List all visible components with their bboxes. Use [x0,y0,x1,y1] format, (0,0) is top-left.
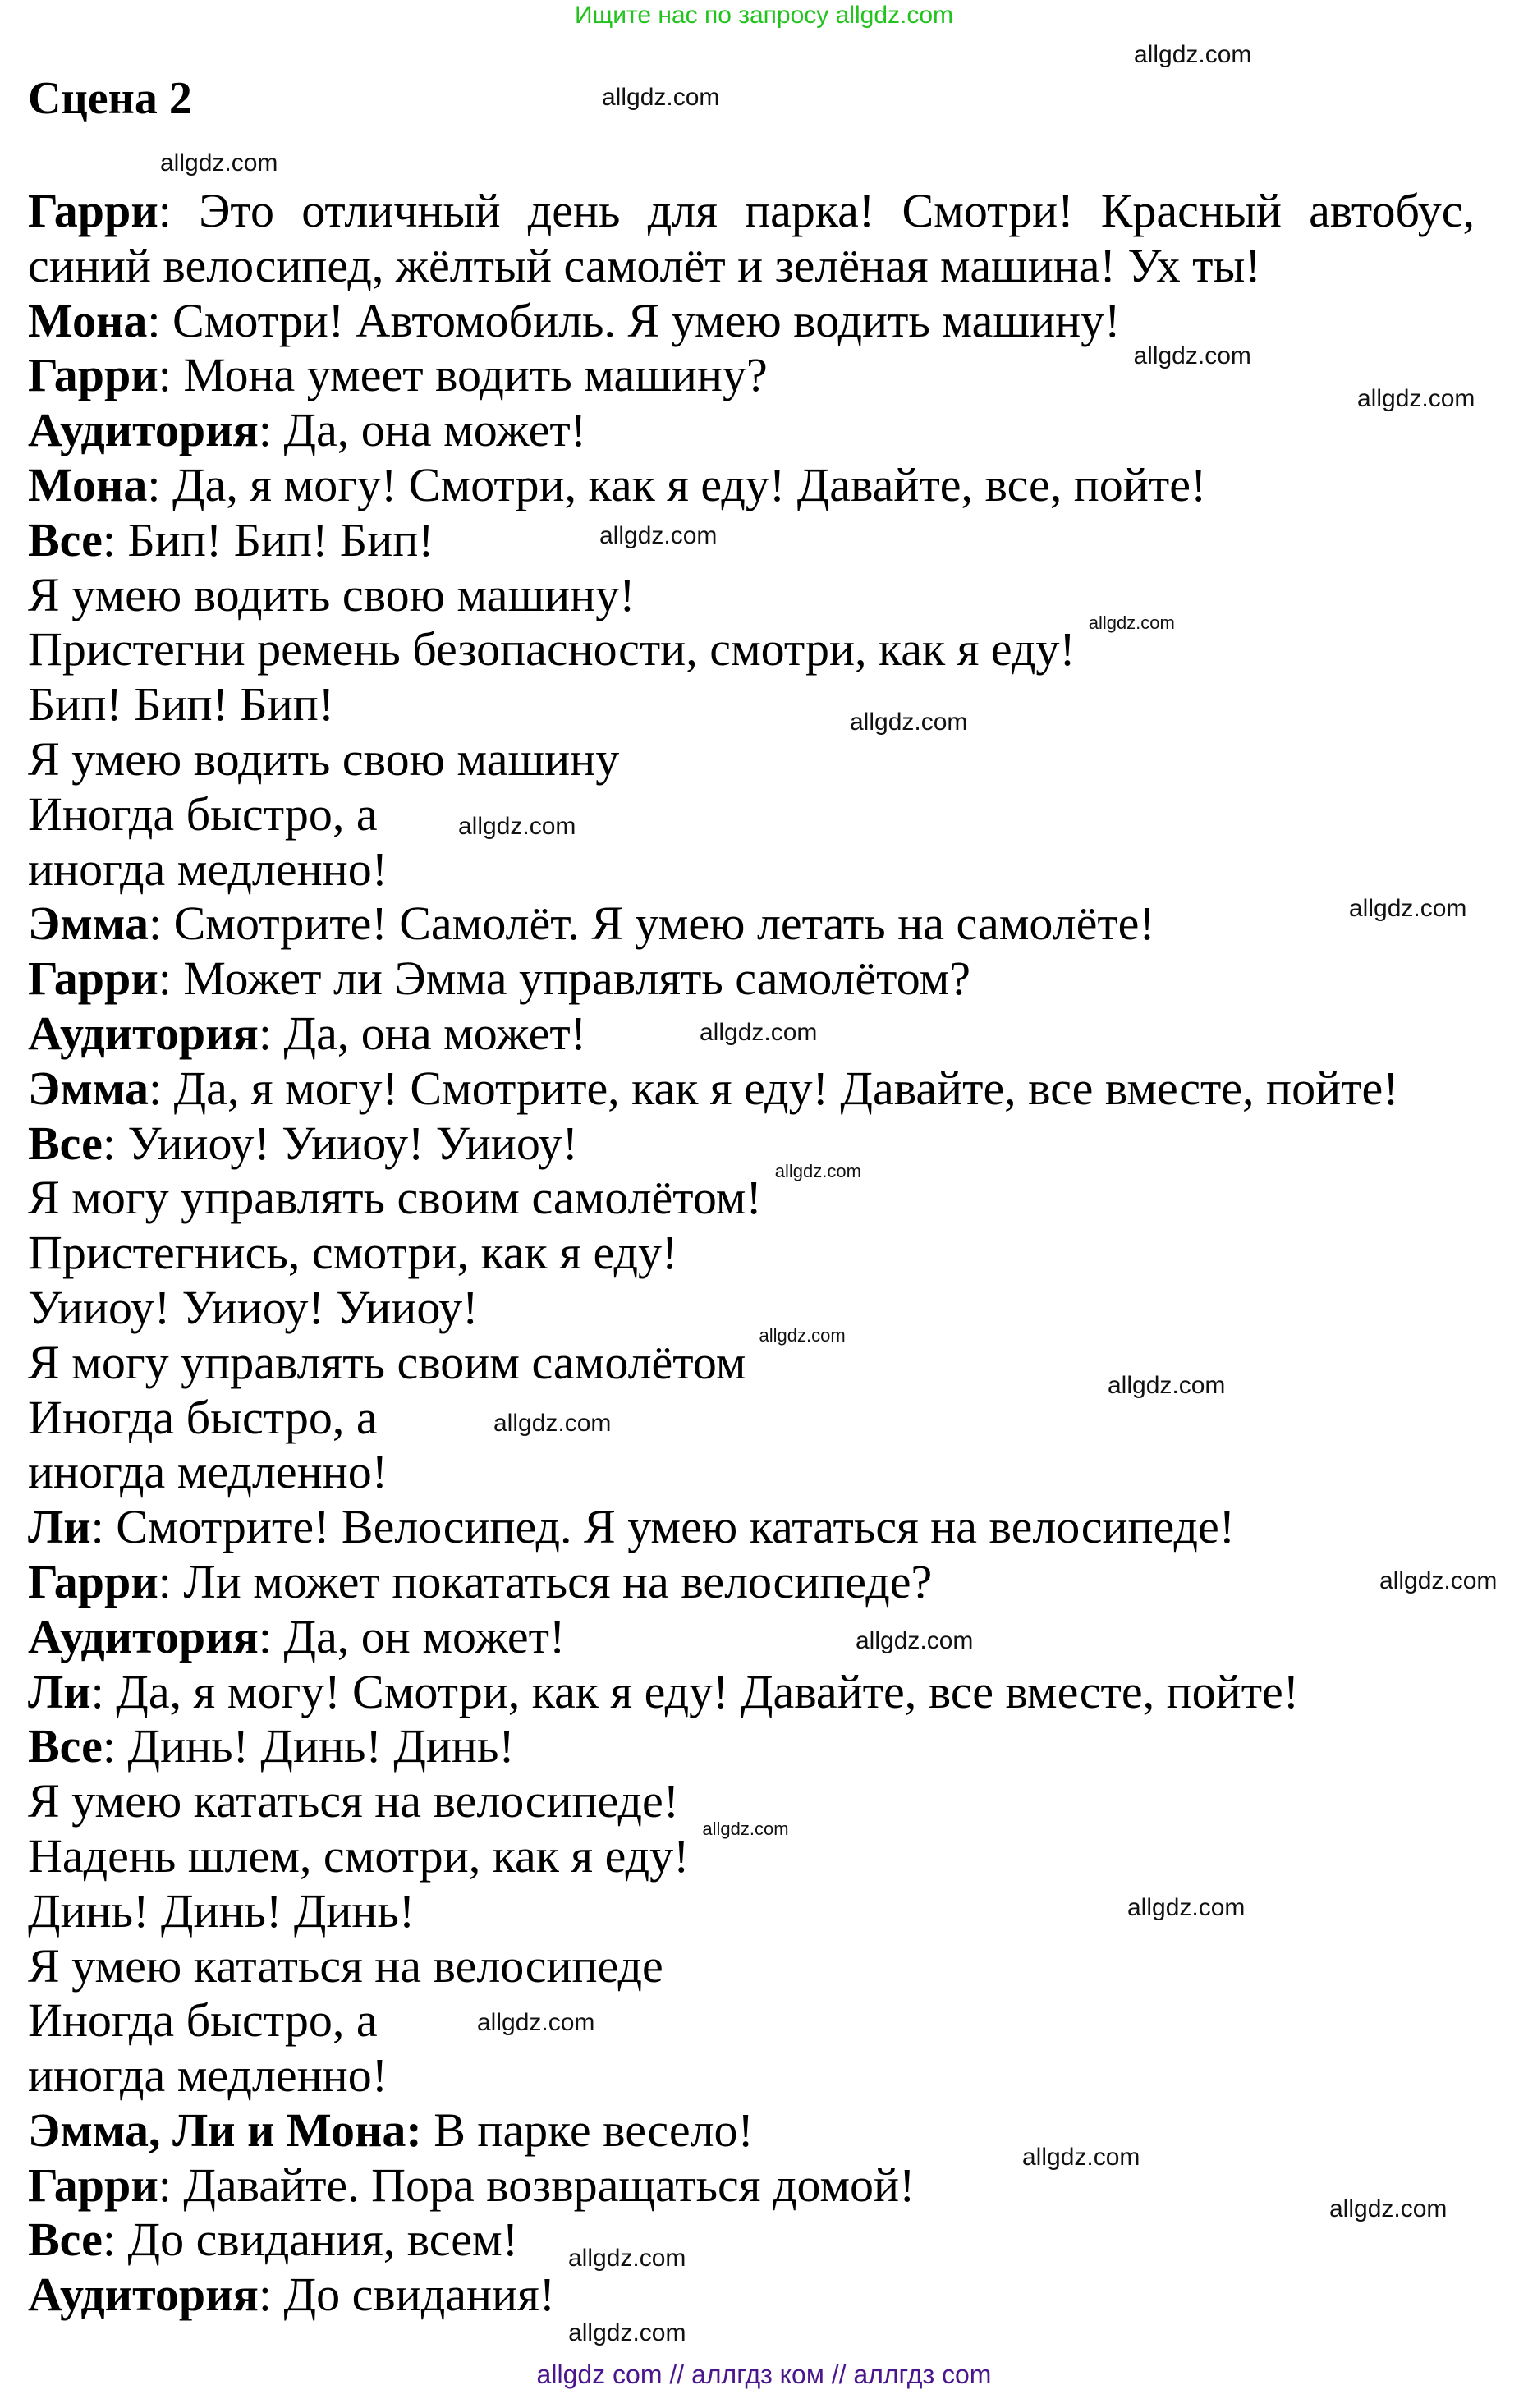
watermark-text: allgdz.com [1349,895,1467,922]
script-line [28,677,1475,732]
script-line [28,184,1475,239]
watermark-text: allgdz.com [493,1410,612,1437]
watermark-text: allgdz.com [759,1325,846,1346]
line-text: Я умею кататься на велосипеде! [28,1774,680,1828]
speaker-name: Мона [28,457,148,511]
script-line [28,1391,1475,1446]
script-line [28,2048,1475,2103]
speaker-name: Аудитория [28,2268,259,2322]
speaker-name: Гарри [28,952,158,1006]
line-text: : Динь! Динь! Динь! [102,1719,515,1773]
script-line [28,842,1475,897]
script-line [28,622,1475,677]
watermark-text: allgdz.com [602,84,720,111]
script-line [28,403,1475,458]
line-text: : Смотрите! Самолёт. Я умею летать на самолёте! [148,897,1155,951]
header-banner [0,2,1528,30]
speaker-name: Все [28,512,103,566]
line-text: : Может ли Эмма управлять самолётом? [158,952,971,1006]
speaker-name: Гарри [28,184,158,237]
line-text: : Мона умеет водить машину? [158,348,768,402]
line-text: Иногда быстро, а [28,787,378,841]
script-line [28,513,1475,568]
script-line [28,1500,1475,1555]
script-line [28,1884,1475,1939]
line-text: Я умею водить свою машину [28,732,620,786]
line-text: Я умею кататься на велосипеде [28,1938,663,1993]
watermark-text: allgdz.com [568,2319,686,2346]
speaker-name: Эмма [28,897,149,951]
watermark-text: allgdz.com [477,2009,595,2036]
line-text: В парке весело! [421,2103,754,2157]
footer-banner [0,2360,1528,2390]
speaker-name: Эмма, Ли и Мона: [28,2103,422,2157]
line-text: Я могу управлять своим самолётом! [28,1171,762,1225]
script-line [28,2268,1475,2323]
line-text: иногда медленно! [28,2048,388,2103]
script-line [28,952,1475,1007]
script-line [28,1226,1475,1281]
watermark-text: allgdz.com [1108,1372,1226,1399]
script-line [28,2103,1475,2158]
watermark-text: allgdz.com [1134,41,1252,68]
watermark-text: allgdz.com [568,2245,686,2272]
script-line [28,787,1475,842]
speaker-name: Аудитория [28,1006,259,1060]
watermark-text: allgdz.com [1379,1567,1498,1594]
line-text: иногда медленно! [28,1445,388,1499]
line-text: Надень шлем, смотри, как я еду! [28,1828,690,1883]
script-line [28,732,1475,787]
watermark-text: allgdz.com [856,1627,974,1654]
script-line [28,1719,1475,1774]
line-text: : Да, он может! [258,1609,566,1663]
speaker-name: Аудитория [28,403,259,457]
watermark-text: allgdz.com [599,522,718,549]
line-text: : Давайте. Пора возвращаться домой! [158,2158,915,2212]
script-line [28,1665,1475,1720]
script-line [28,568,1475,623]
line-text: : Да, я могу! Смотри, как я еду! Давайте, все, пойте! [147,457,1207,511]
script-line [28,1336,1475,1391]
script-line [28,294,1475,349]
line-text: иногда медленно! [28,842,388,896]
script-body [28,184,1475,2323]
speaker-name: Ли [28,1500,91,1554]
header-banner-text: Ищите нас по запросу allgdz.com [574,2,954,29]
script-line [28,1939,1475,1994]
watermark-text: allgdz.com [700,1019,818,1046]
watermark-text: allgdz.com [850,709,968,736]
speaker-name: Гарри [28,1554,158,1608]
script-line [28,1281,1475,1336]
script-line [28,1610,1475,1665]
line-text: : Да, она может! [258,1006,587,1060]
watermark-text: allgdz.com [160,149,278,177]
watermark-text: allgdz.com [458,813,576,840]
speaker-name: Гарри [28,2158,158,2212]
line-text: синий велосипед, жёлтый самолёт и зелёная машина! Ух ты! [28,238,1261,292]
line-text: : До свидания, всем! [102,2213,519,2267]
watermark-text: allgdz.com [1127,1894,1246,1921]
script-line [28,239,1475,294]
script-line [28,1117,1475,1172]
speaker-name: Эмма [28,1061,149,1115]
speaker-name: Мона [28,293,148,347]
line-text: Я могу управлять своим самолётом [28,1335,746,1389]
speaker-name: Все [28,1116,103,1170]
scene-title: Сцена 2 [28,73,192,124]
line-text: : Смотри! Автомобиль. Я умею водить машину! [147,293,1121,347]
watermark-text: allgdz.com [1357,385,1475,412]
footer-banner-text: allgdz com // аллгдз ком // аллгдз com [536,2360,992,2389]
watermark-text: allgdz.com [774,1161,861,1181]
line-text: Я умею водить свою машину! [28,567,636,621]
line-text: Иногда быстро, а [28,1993,378,2048]
watermark-text: allgdz.com [1022,2144,1140,2171]
line-text: Бип! Бип! Бип! [28,677,335,732]
line-text: Уииоу! Уииоу! Уииоу! [28,1280,479,1334]
watermark-text: allgdz.com [1329,2195,1448,2222]
script-line [28,1062,1475,1117]
line-text: Пристегни ремень безопасности, смотри, как я еду! [28,622,1076,677]
script-line [28,2158,1475,2213]
line-text: Динь! Динь! Динь! [28,1883,415,1938]
line-text: Пристегнись, смотри, как я еду! [28,1226,678,1280]
line-text: : Да, она может! [258,403,587,457]
line-text: Иногда быстро, а [28,1390,378,1444]
watermark-text: allgdz.com [1088,612,1175,633]
line-text: : Это отличный день для парка! Смотри! Красный автобус, [158,184,1475,237]
script-line [28,1993,1475,2048]
speaker-name: Аудитория [28,1609,259,1663]
line-text: : Бип! Бип! Бип! [102,512,434,566]
line-text: : Да, я могу! Смотри, как я еду! Давайте, все вместе, пойте! [90,1664,1300,1718]
speaker-name: Все [28,1719,103,1773]
line-text: : До свидания! [258,2268,556,2322]
script-line [28,1555,1475,1610]
line-text: : Уииоу! Уииоу! Уииоу! [102,1116,578,1170]
line-text: : Да, я могу! Смотрите, как я еду! Давайте, все вместе, пойте! [148,1061,1399,1115]
script-line [28,1445,1475,1500]
speaker-name: Все [28,2213,103,2267]
script-line [28,348,1475,403]
script-line [28,458,1475,513]
speaker-name: Ли [28,1664,91,1718]
script-line [28,1171,1475,1226]
line-text: : Смотрите! Велосипед. Я умею кататься на велосипеде! [90,1500,1236,1554]
watermark-text: allgdz.com [702,1819,789,1839]
line-text: : Ли может покататься на велосипеде? [158,1554,933,1608]
watermark-text: allgdz.com [1133,342,1251,369]
speaker-name: Гарри [28,348,158,402]
script-line [28,2213,1475,2268]
script-line [28,897,1475,952]
